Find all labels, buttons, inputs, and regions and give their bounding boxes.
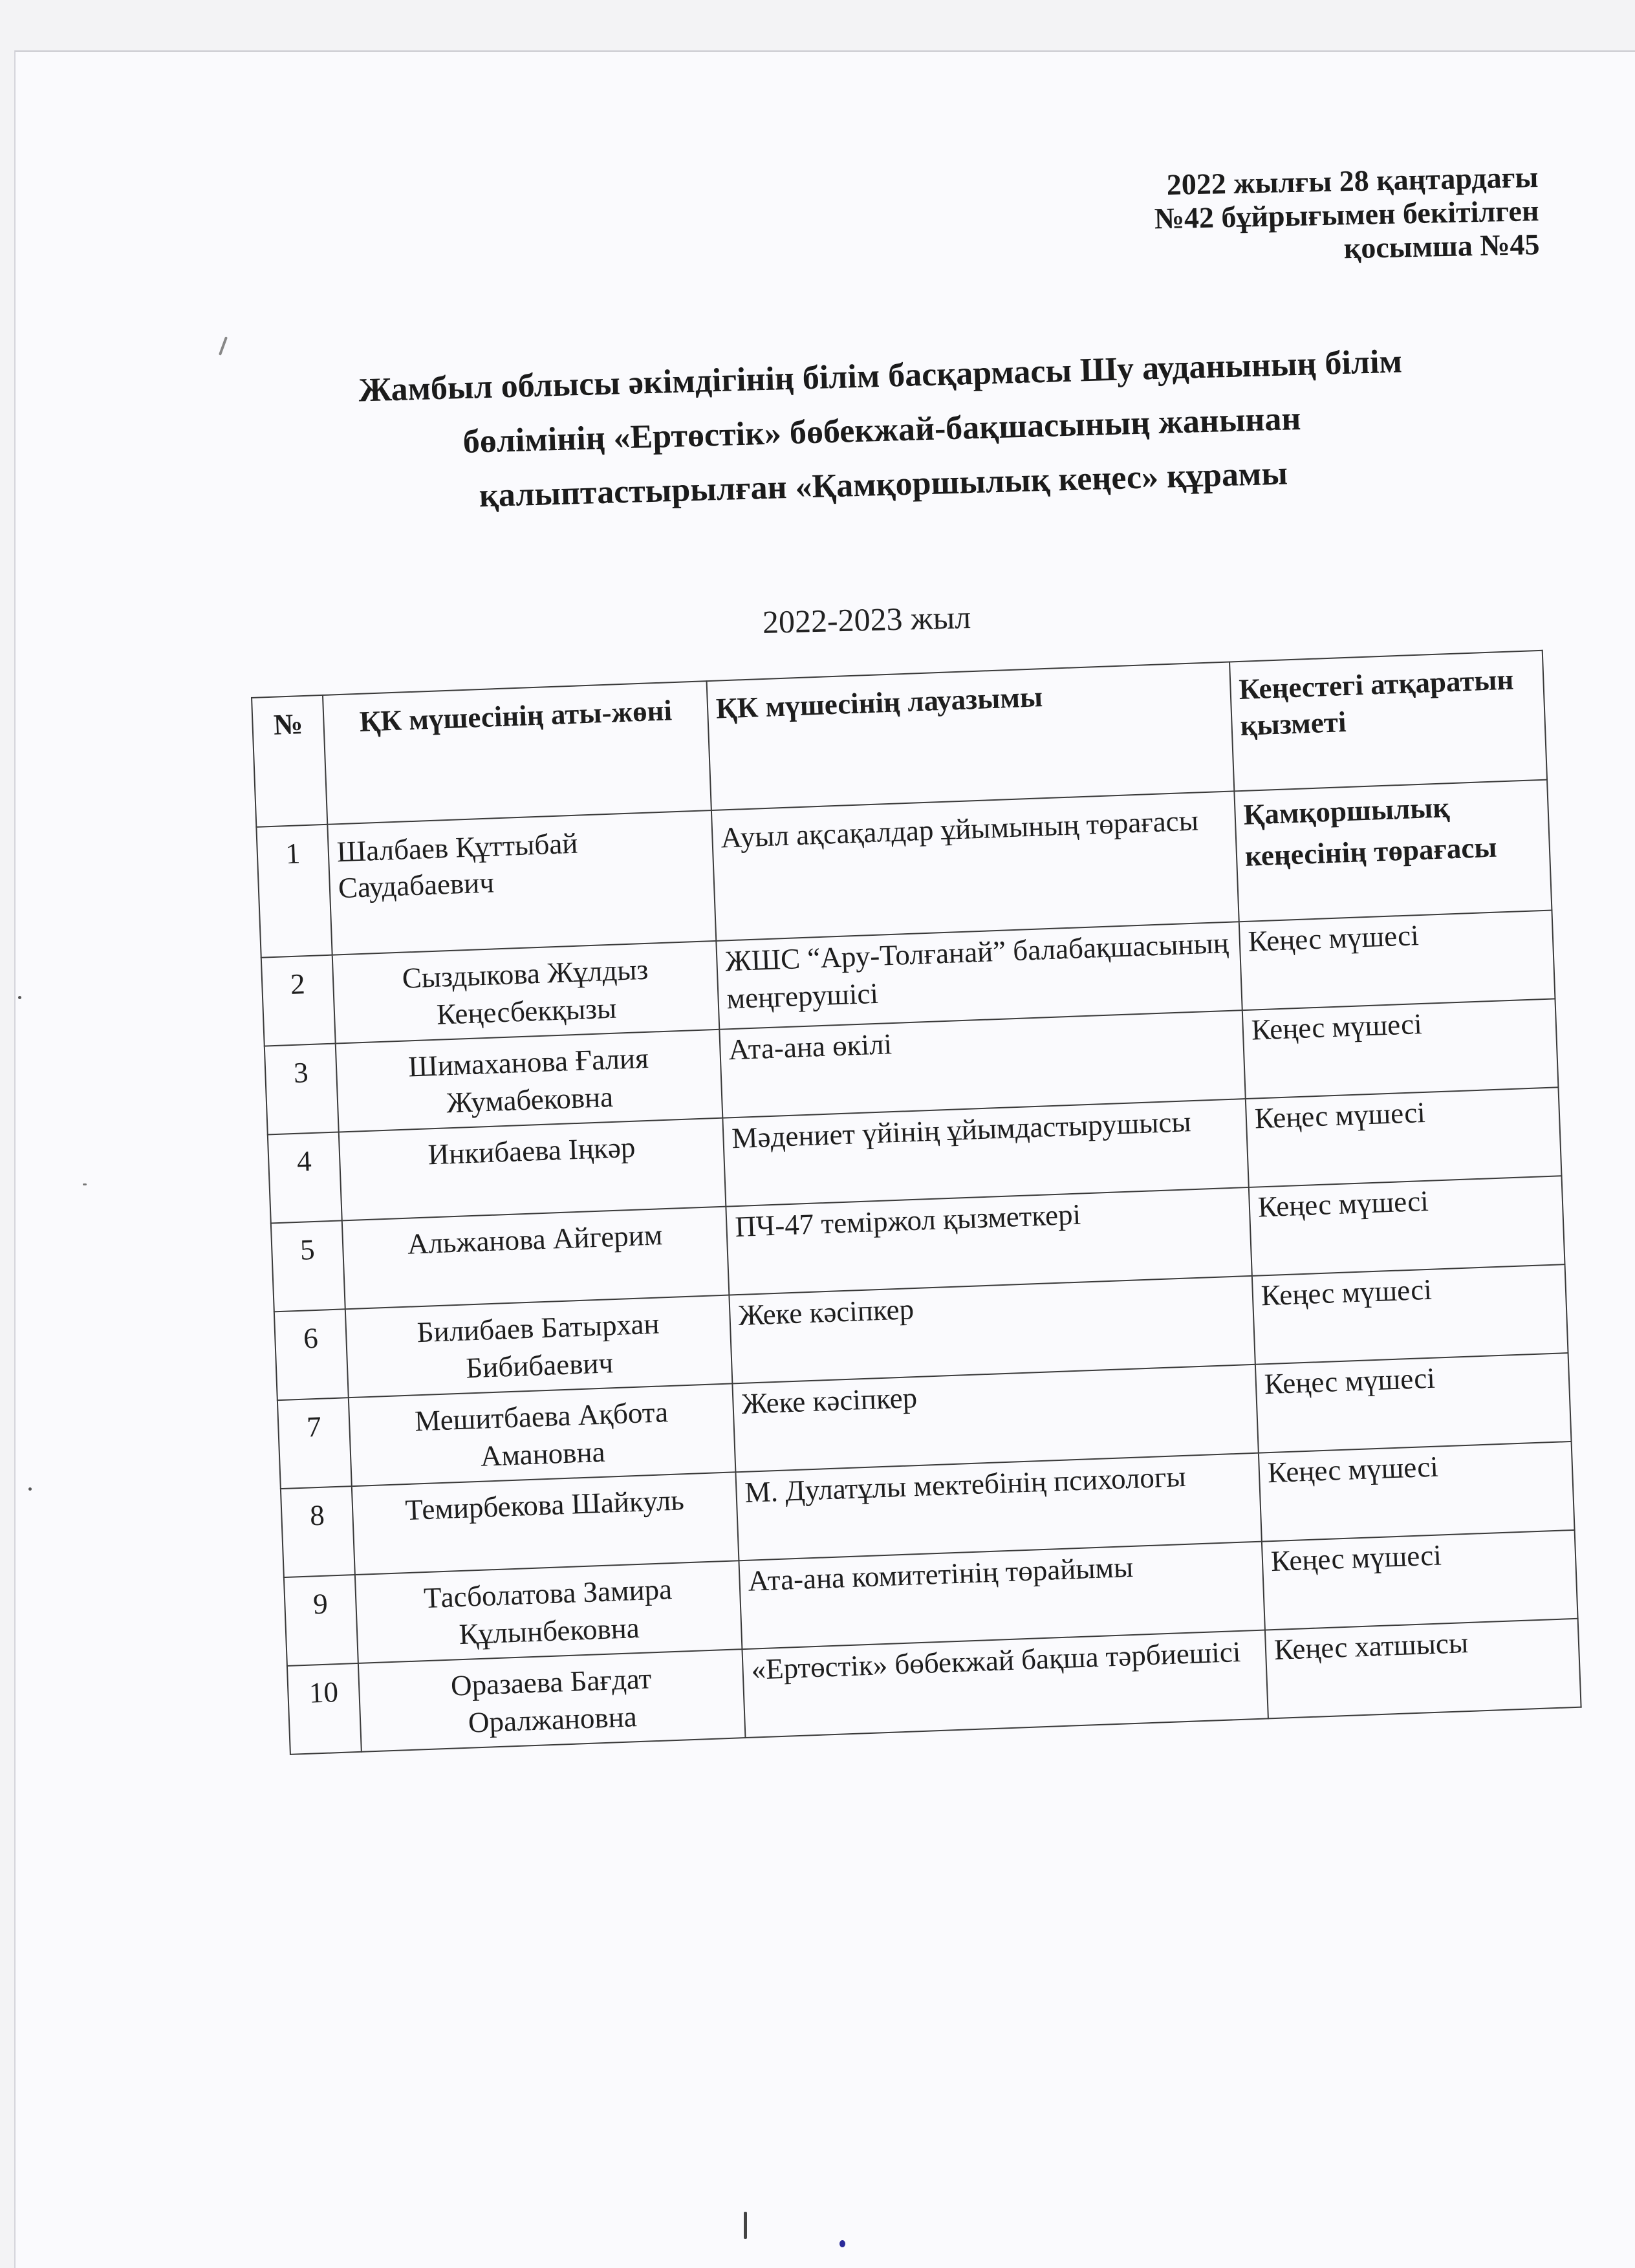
approval-line-3: қосымша №45 [1343,227,1541,265]
title-line-2: бөлімінің «Ертөстік» бөбекжай-бақшасының жанынан [462,400,1302,461]
row-number: 7 [277,1398,352,1489]
members-table-wrapper [251,650,1581,1755]
council-role: Кеңес мүшесі [1249,1176,1565,1276]
member-position: Ауыл ақсақалдар ұйымының төрағасы [711,791,1239,941]
row-number: 10 [287,1663,362,1755]
row-number: 8 [281,1486,355,1577]
member-position: М. Дулатұлы мектебінің психологы [735,1453,1261,1561]
member-position: «Ертөстік» бөбекжай бақша тәрбиешісі [742,1630,1268,1738]
header-member-name: ҚК мүшесінің аты-жөні [323,681,711,825]
row-number: 1 [256,825,332,958]
academic-year: 2022-2023 жыл [762,599,971,640]
council-role: Кеңес мүшесі [1252,1264,1568,1365]
header-member-position: ҚК мүшесінің лауазымы [707,662,1235,811]
council-role: Кеңес мүшесі [1246,1087,1562,1187]
row-number: 9 [284,1575,358,1666]
title-line-3: қалыптастырылған «Қамқоршылық кеңес» құрамы [479,455,1288,515]
member-name: Шалбаев Құттыбай Саудабаевич [327,810,716,955]
row-number: 6 [274,1309,349,1400]
member-name: Оразаева Бағдат Оралжановна [358,1649,746,1752]
council-role: Кеңес хатшысы [1265,1619,1581,1719]
member-name: Темирбекова Шайкуль [352,1472,739,1575]
council-role: Кеңес мүшесі [1239,911,1555,1011]
scan-speck [18,996,21,999]
member-name: Билибаев Батырхан Бибибаевич [345,1295,733,1398]
council-role: Кеңес мүшесі [1262,1530,1578,1630]
approval-note [1153,160,1540,269]
council-role: Кеңес мүшесі [1259,1442,1575,1542]
row-number: 2 [261,955,336,1046]
row-number: 4 [268,1132,342,1223]
scan-speck [83,1183,87,1185]
approval-line-1: 2022 жылғы 28 қаңтардағы [1166,160,1539,202]
member-position: ЖШС “Ару-Толғанай” балабақшасының меңгерушісі [716,922,1242,1030]
member-name: Инкибаева Іңкәр [339,1118,726,1221]
member-name: Сыздыкова Жұлдыз Кеңесбекқызы [332,941,720,1044]
council-role: Қамқоршылық кеңесінің төрағасы [1234,780,1552,922]
row-number: 3 [265,1044,339,1135]
member-position: Жеке кәсіпкер [729,1276,1255,1384]
scan-speck [28,1487,32,1491]
member-position: Ата-ана өкілі [719,1010,1245,1118]
member-position: ПЧ-47 теміржол қызметкері [726,1187,1251,1295]
member-name: Альжанова Айгерим [342,1207,730,1310]
member-name: Мешитбаева Ақбота Амановна [349,1383,736,1486]
title-line-1: Жамбыл облысы әкімдігінің білім басқармасы Шу ауданының білім [358,343,1403,409]
council-role: Кеңес мүшесі [1242,999,1559,1099]
header-number: № [252,695,327,827]
member-name: Шимаханова Ғалия Жумабековна [336,1030,723,1132]
scan-speck [744,2212,747,2239]
member-position: Мәдениет үйінің ұйымдастырушысы [722,1099,1248,1207]
scan-speck [839,2240,845,2247]
member-name: Тасболатова Замира Құлынбековна [355,1561,742,1663]
member-position: Ата-ана комитетінің төрайымы [739,1542,1264,1650]
header-council-role: Кеңестегі атқаратын қызметі [1229,651,1547,792]
council-role: Кеңес мүшесі [1255,1353,1572,1453]
approval-line-2: №42 бұйрығымен бекітілген [1154,193,1540,235]
row-number: 5 [271,1220,345,1312]
members-table-body [256,780,1581,1755]
member-position: Жеке кәсіпкер [732,1365,1258,1473]
members-table [251,650,1582,1755]
